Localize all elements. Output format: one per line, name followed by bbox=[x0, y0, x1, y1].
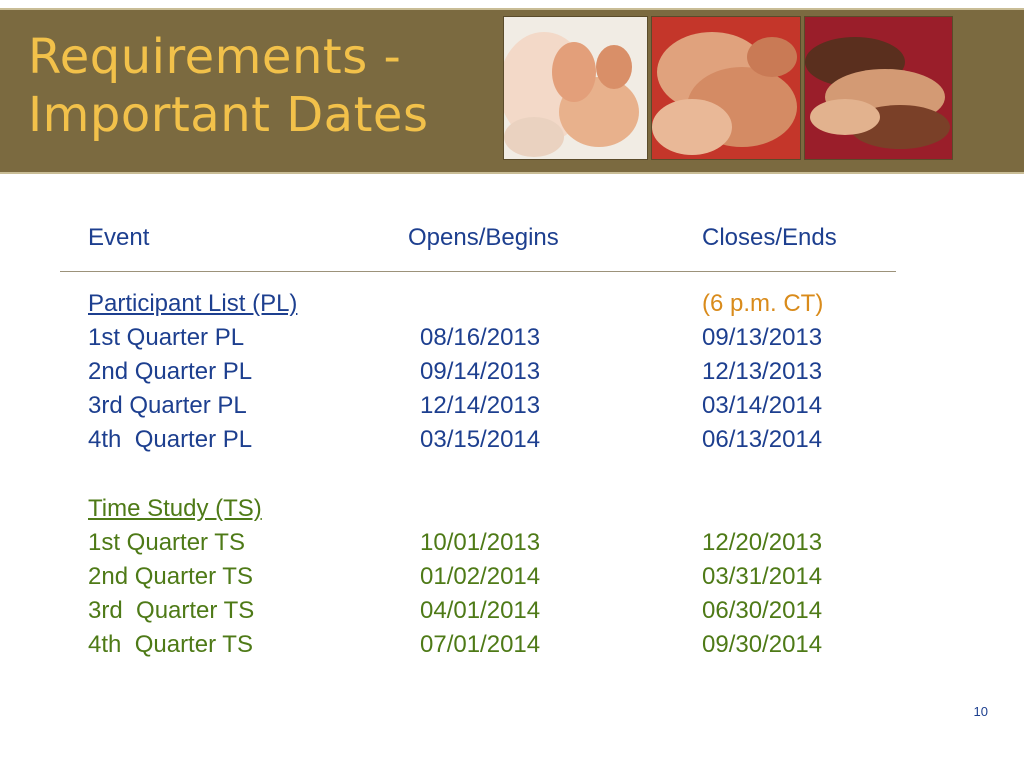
event-cell: 1st Quarter TS bbox=[88, 529, 245, 556]
closing-time-note: (6 p.m. CT) bbox=[702, 290, 824, 317]
closes-cell: 03/14/2014 bbox=[702, 392, 823, 419]
closes-cell: 09/30/2014 bbox=[702, 631, 823, 658]
opens-cell: 10/01/2013 bbox=[420, 529, 541, 556]
section-row-pl bbox=[60, 290, 900, 324]
table-row bbox=[60, 563, 900, 597]
opens-cell: 12/14/2013 bbox=[420, 392, 541, 419]
section-title-ts: Time Study (TS) bbox=[88, 495, 262, 522]
table-row bbox=[60, 324, 900, 358]
event-cell: 4th Quarter PL bbox=[88, 426, 253, 453]
table-row bbox=[60, 631, 900, 665]
page-number: 10 bbox=[973, 704, 988, 719]
closes-cell: 03/31/2014 bbox=[702, 563, 823, 590]
title-line-2: Important Dates bbox=[28, 87, 429, 143]
event-cell: 2nd Quarter PL bbox=[88, 358, 253, 385]
column-header-closes: Closes/Ends bbox=[702, 224, 837, 251]
table-row bbox=[60, 426, 900, 460]
closes-cell: 09/13/2013 bbox=[702, 324, 823, 351]
opens-cell: 08/16/2013 bbox=[420, 324, 541, 351]
opens-cell: 09/14/2013 bbox=[420, 358, 541, 385]
column-header-opens: Opens/Begins bbox=[408, 224, 559, 251]
opens-cell: 04/01/2014 bbox=[420, 597, 541, 624]
title-line-1: Requirements - bbox=[28, 29, 402, 85]
closes-cell: 12/20/2013 bbox=[702, 529, 823, 556]
event-cell: 3rd Quarter PL bbox=[88, 392, 247, 419]
table-row bbox=[60, 529, 900, 563]
section-title-pl: Participant List (PL) bbox=[88, 290, 298, 317]
section-row-ts bbox=[60, 495, 900, 529]
closes-cell: 12/13/2013 bbox=[702, 358, 823, 385]
closes-cell: 06/13/2014 bbox=[702, 426, 823, 453]
event-cell: 2nd Quarter TS bbox=[88, 563, 253, 590]
event-cell: 3rd Quarter TS bbox=[88, 597, 255, 624]
column-header-event: Event bbox=[88, 224, 150, 251]
table-row bbox=[60, 358, 900, 392]
table-body bbox=[60, 0, 900, 768]
opens-cell: 01/02/2014 bbox=[420, 563, 541, 590]
opens-cell: 07/01/2014 bbox=[420, 631, 541, 658]
opens-cell: 03/15/2014 bbox=[420, 426, 541, 453]
table-row bbox=[60, 597, 900, 631]
closes-cell: 06/30/2014 bbox=[702, 597, 823, 624]
event-cell: 1st Quarter PL bbox=[88, 324, 245, 351]
table-row bbox=[60, 392, 900, 426]
event-cell: 4th Quarter TS bbox=[88, 631, 253, 658]
